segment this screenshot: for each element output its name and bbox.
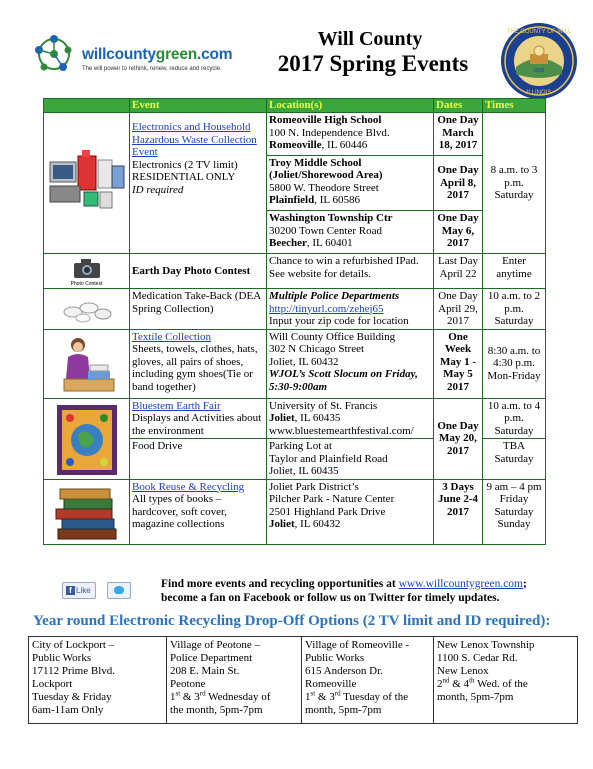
textile-location: Will County Office Building 302 N Chicago Street Joliet, IL 60432 WJOL’s Scott Slocum on Friday, 5:30-9:00am xyxy=(267,329,434,398)
bluestem-location: University of St. Francis Joliet, IL 60435 www.bluestemearthfestival.com/ xyxy=(267,398,434,439)
table-row-bluestem xyxy=(44,398,546,439)
col-event-header: Event xyxy=(130,99,267,113)
date-troy-ms: One Day April 8, 2017 xyxy=(434,155,483,210)
photo-contest-date: Last Day April 22 xyxy=(434,254,483,289)
medication-time: 10 a.m. to 2 p.m. Saturday xyxy=(483,289,546,330)
electronics-hazardous-icon xyxy=(46,142,128,252)
dropoff-title: Year round Electronic Recycling Drop-Off Options (2 TV limit and ID required): xyxy=(33,613,551,629)
col-times-header: Times xyxy=(483,99,546,113)
logo-wordmark: willcountygreen.com xyxy=(82,46,233,63)
textile-event: Textile Collection Sheets, towels, clothes, hats, gloves, all pairs of shoes, including gym shoes(Tie or band together) xyxy=(130,329,267,398)
col-location-header: Location(s) xyxy=(267,99,434,113)
electronics-times: 8 a.m. to 3 p.m. Saturday xyxy=(483,113,546,254)
dropoff-row xyxy=(29,637,578,724)
table-row-books xyxy=(44,479,546,544)
textile-image-cell xyxy=(44,329,130,398)
food-drive-event: Food Drive xyxy=(130,439,267,480)
table-row-medication xyxy=(44,289,546,330)
location-troy-ms: Troy Middle School (Joliet/Shorewood Area) 5800 W. Theodore Street Plainfield, IL 60586 xyxy=(267,155,434,210)
textile-date: One Week May 1 -May 5 2017 xyxy=(434,329,483,398)
medication-image-cell xyxy=(44,289,130,330)
earth-fair-art-icon xyxy=(56,404,118,476)
medication-date: One Day April 29, 2017 xyxy=(434,289,483,330)
photo-contest-image-caption: Photo Contest xyxy=(70,281,103,287)
will-county-seal xyxy=(500,22,578,100)
camera-icon xyxy=(72,257,102,281)
bluestem-link[interactable]: Bluestem Earth Fair xyxy=(132,399,221,412)
book-stack-icon xyxy=(52,485,122,543)
date-romeoville-hs: One Day March 18, 2017 xyxy=(434,113,483,156)
bluestem-time: 10 a.m. to 4 p.m. Saturday xyxy=(483,398,546,439)
facebook-icon: f xyxy=(66,586,75,595)
svg-text:THE COUNTY OF WILL: THE COUNTY OF WILL xyxy=(506,29,572,35)
willcountygreen-link[interactable]: www.willcountygreen.com xyxy=(398,578,524,590)
date-washington-twp: One Day May 6, 2017 xyxy=(434,211,483,254)
medication-location: Multiple Police Departments http://tinyurl.com/zehej65 Input your zip code for location xyxy=(267,289,434,330)
table-row-electronics-1 xyxy=(44,113,546,156)
pills-icon xyxy=(59,294,115,324)
dropoff-new-lenox: New Lenox Township 1100 S. Cedar Rd. New Lenox 2nd & 4th Wed. of the month, 5pm-7pm xyxy=(434,637,578,724)
medication-event: Medication Take-Back (DEA Spring Collection) xyxy=(130,289,267,330)
dropoff-peotone: Village of Peotone – Police Department 208 E. Main St. Peotone 1st & 3rd Wednesday of the month, 5pm-7pm xyxy=(167,637,302,724)
bluestem-date: One Day May 20, 2017 xyxy=(434,398,483,479)
electronics-desc3: ID required xyxy=(132,183,184,196)
food-drive-location: Parking Lot at Taylor and Plainfield Road Joliet, IL 60435 xyxy=(267,439,434,480)
photo-contest-time: Enter anytime xyxy=(483,254,546,289)
bluestem-event: Bluestem Earth Fair Displays and Activities about the environment xyxy=(130,398,267,439)
books-event: Book Reuse & Recycling All types of books – hardcover, soft cover, magazine collections xyxy=(130,479,267,544)
books-date: 3 Days June 2-4 2017 xyxy=(434,479,483,544)
bluestem-image-cell xyxy=(44,398,130,479)
twitter-icon xyxy=(114,586,124,594)
table-row-textile xyxy=(44,329,546,398)
page-title-line2: 2017 Spring Events xyxy=(277,51,469,76)
col-dates-header: Dates xyxy=(434,99,483,113)
find-more-text: Find more events and recycling opportunities at www.willcountygreen.com; become a fan on Facebook or follow us on Twitter for timely updates. xyxy=(161,578,527,604)
dropoff-romeoville: Village of Romeoville - Public Works 615 Anderson Dr. Romeoville 1st & 3rd Tuesday of the month, 5pm-7pm xyxy=(302,637,434,724)
electronics-event-link[interactable]: Electronics and Household Hazardous Waste Collection Event xyxy=(132,121,257,158)
dropoff-table xyxy=(28,636,578,724)
textile-time: 8:30 a.m. to 4:30 p.m. Mon-Friday xyxy=(483,329,546,398)
events-table xyxy=(43,98,546,545)
medication-link[interactable]: http://tinyurl.com/zehej65 xyxy=(269,302,384,315)
svg-text:1836: 1836 xyxy=(533,68,545,74)
green-network-icon xyxy=(30,30,78,78)
books-location: Joliet Park District’s Pilcher Park - Nature Center 2501 Highland Park Drive Joliet, IL 60432 xyxy=(267,479,434,544)
electronics-desc1: Electronics (2 TV limit) xyxy=(132,158,238,171)
books-image-cell xyxy=(44,479,130,544)
electronics-image-cell xyxy=(44,113,130,254)
location-romeoville-hs: Romeoville High School 100 N. Independence Blvd. Romeoville, IL 60446 xyxy=(267,113,434,156)
twitter-button[interactable] xyxy=(107,582,131,599)
location-washington-twp: Washington Township Ctr 30200 Town Center Road Beecher, IL 60401 xyxy=(267,211,434,254)
photo-contest-event: Earth Day Photo Contest xyxy=(130,254,267,289)
facebook-like-button[interactable]: f $^{Like}$ xyxy=(62,582,96,599)
photo-contest-location: Chance to win a refurbished IPad. See website for details. xyxy=(267,254,434,289)
logo-tagline: The will power to rethink, renew, reduce and recycle. xyxy=(82,66,222,72)
folding-laundry-icon xyxy=(54,335,120,397)
social-buttons xyxy=(62,582,131,599)
table-row-photo-contest xyxy=(44,254,546,289)
electronics-desc2: RESIDENTIAL ONLY xyxy=(132,171,236,183)
textile-link[interactable]: Textile Collection xyxy=(132,330,211,343)
dropoff-lockport: City of Lockport – Public Works 17112 Prime Blvd. Lockport Tuesday & Friday 6am-11am Only xyxy=(29,637,167,724)
table-header-row xyxy=(44,99,546,113)
svg-text:ILLINOIS: ILLINOIS xyxy=(526,90,552,96)
page-title-line1: Will County xyxy=(317,28,423,50)
electronics-event-cell xyxy=(130,113,267,254)
photo-contest-image-cell xyxy=(44,254,130,289)
food-drive-time: TBA Saturday xyxy=(483,439,546,480)
willcountygreen-logo xyxy=(30,22,233,82)
books-link[interactable]: Book Reuse & Recycling xyxy=(132,480,245,493)
books-time: 9 am – 4 pm Friday Saturday Sunday xyxy=(483,479,546,544)
